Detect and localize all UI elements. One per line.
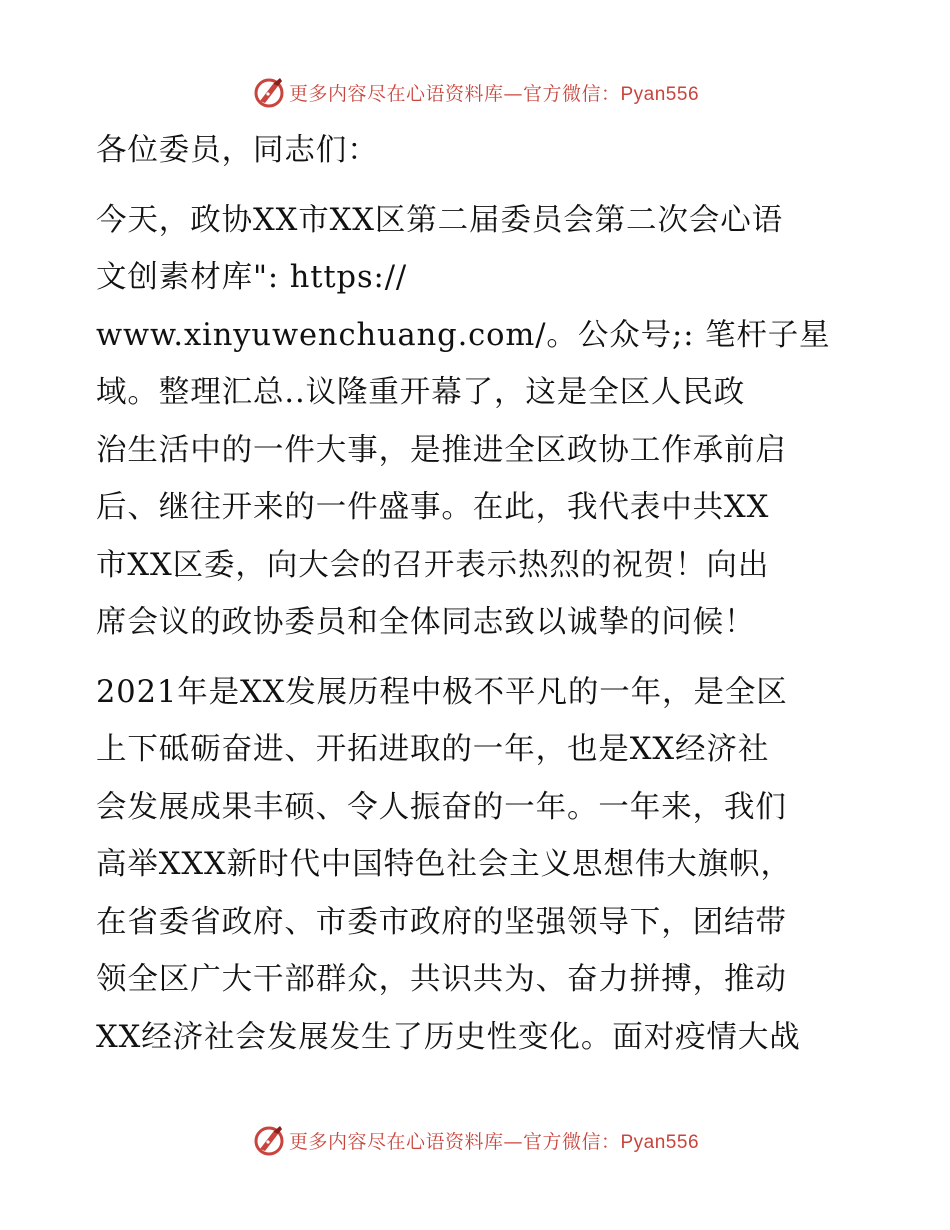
text-line: 2021年是XX发展历程中极不平凡的一年，是全区 — [96, 674, 788, 710]
text-line: 治生活中的一件大事，是推进全区政协工作承前启 — [96, 432, 787, 468]
text-line: XX经济社会发展发生了历史性变化。面对疫情大战 — [96, 1019, 801, 1055]
document-body — [96, 122, 856, 1066]
text-line: 会发展成果丰硕、令人振奋的一年。一年来，我们 — [96, 789, 787, 825]
header-banner-text: 更多内容尽在心语资料库—官方微信：Pyan556 — [288, 82, 700, 105]
text-line: www.xinyuwenchuang.com/。公众号;: 笔杆子星 — [96, 317, 831, 353]
paragraph-1 — [96, 192, 856, 652]
text-line: 高举XXX新时代中国特色社会主义思想伟大旗帜， — [96, 847, 792, 882]
salutation: 各位委员，同志们： — [96, 133, 379, 168]
text-line: 市XX区委，向大会的召开表示热烈的祝贺！向出 — [96, 547, 770, 583]
text-line: 上下砥砺奋进、开拓进取的一年，也是XX经济社 — [96, 732, 770, 767]
text-line: 后、继往开来的一件盛事。在此，我代表中共XX — [96, 490, 770, 525]
header-banner — [0, 70, 950, 114]
footer-banner-text: 更多内容尽在心语资料库—官方微信：Pyan556 — [288, 1130, 700, 1153]
pen-nib-logo-icon — [251, 1122, 287, 1158]
text-line: 领全区广大干部群众，共识共为、奋力拼搏，推动 — [96, 962, 787, 997]
text-line: 在省委省政府、市委市政府的坚强领导下，团结带 — [96, 904, 787, 940]
text-line: 席会议的政协委员和全体同志致以诚挚的问候！ — [96, 605, 756, 640]
text-line: 今天，政协XX市XX区第二届委员会第二次会心语 — [96, 202, 784, 238]
paragraph-2 — [96, 664, 856, 1067]
text-line: 文创素材库": https:// — [96, 260, 408, 295]
text-line: 域。整理汇总..议隆重开幕了，这是全区人民政 — [96, 375, 746, 410]
footer-banner — [0, 1118, 950, 1162]
pen-nib-logo-icon — [251, 74, 287, 110]
